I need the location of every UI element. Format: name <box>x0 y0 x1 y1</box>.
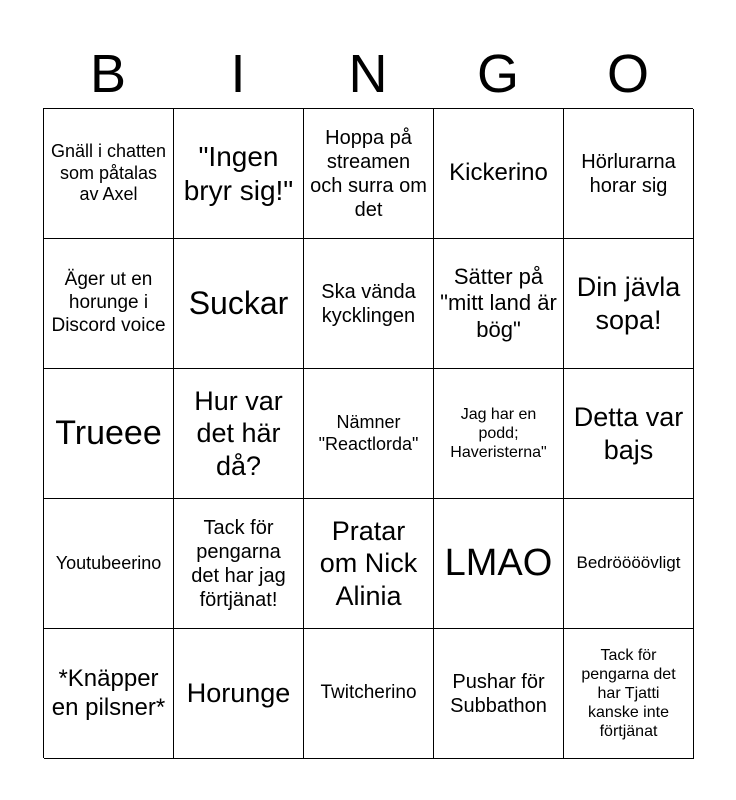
bingo-cell-r4-c2[interactable] <box>174 499 304 629</box>
cell-text: Youtubeerino <box>55 552 162 573</box>
cell-text: Hoppa på streamen och surra om det <box>310 126 427 221</box>
bingo-cell-r4-c1[interactable] <box>44 499 174 629</box>
cell-text: Din jävla sopa! <box>576 272 681 335</box>
cell-text: *Knäpper en pilsner* <box>51 664 166 721</box>
cell-text: "Ingen bryr sig!" <box>183 140 294 206</box>
cell-text: Pushar för Subbathon <box>450 670 547 717</box>
cell-text: Tack för pengarna det har jag förtjänat! <box>191 516 286 611</box>
bingo-cell-r2-c1[interactable] <box>44 239 174 369</box>
cell-text: Gnäll i chatten som påtalas av Axel <box>50 141 167 205</box>
bingo-cell-r4-c4[interactable] <box>434 499 564 629</box>
cell-text: Jag har en podd; Haveristerna" <box>450 405 547 462</box>
cell-text: Pratar om Nick Alinia <box>319 515 418 611</box>
bingo-cell-r3-c1[interactable] <box>44 369 174 499</box>
bingo-cell-r1-c1[interactable] <box>44 109 174 239</box>
cell-text: Ska vända kycklingen <box>321 280 416 327</box>
header-letter-o: O <box>606 44 649 104</box>
cell-text: Trueee <box>55 414 162 453</box>
bingo-cell-r1-c2[interactable] <box>174 109 304 239</box>
cell-text: Horunge <box>186 678 291 709</box>
bingo-cell-r5-c3[interactable] <box>304 629 434 759</box>
cell-text: Sätter på "mitt land är bög" <box>440 263 557 342</box>
header-letter-i: I <box>230 44 246 104</box>
header-letter-g: G <box>476 44 519 104</box>
bingo-cell-r5-c4[interactable] <box>434 629 564 759</box>
bingo-cell-r2-c3[interactable] <box>304 239 434 369</box>
header-letter-n: N <box>348 44 388 104</box>
cell-text: Tack för pengarna det har Tjatti kanske inte förtjänat <box>581 646 676 741</box>
bingo-cell-r3-c4[interactable] <box>434 369 564 499</box>
cell-text: Hur var det här då? <box>194 385 283 481</box>
bingo-cell-r3-c2[interactable] <box>174 369 304 499</box>
bingo-cell-r5-c2[interactable] <box>174 629 304 759</box>
cell-text: Bedröööövligt <box>576 553 681 573</box>
bingo-cell-r4-c5[interactable] <box>564 499 694 629</box>
bingo-cell-r2-c2[interactable] <box>174 239 304 369</box>
bingo-cell-r5-c5[interactable] <box>564 629 694 759</box>
cell-text: Suckar <box>188 285 289 322</box>
bingo-cell-r2-c5[interactable] <box>564 239 694 369</box>
bingo-cell-r3-c5[interactable] <box>564 369 694 499</box>
bingo-cell-r1-c5[interactable] <box>564 109 694 239</box>
cell-text: Twitcherino <box>320 682 417 704</box>
cell-text: Äger ut en horunge i Discord voice <box>51 269 166 336</box>
bingo-cell-r1-c4[interactable] <box>434 109 564 239</box>
header-letter-b: B <box>89 44 127 104</box>
bingo-cell-r3-c3[interactable] <box>304 369 434 499</box>
cell-text: Hörlurarna horar sig <box>581 150 676 197</box>
bingo-board <box>43 108 693 758</box>
cell-text: Kickerino <box>449 159 548 187</box>
bingo-cell-r2-c4[interactable] <box>434 239 564 369</box>
bingo-cell-r1-c3[interactable] <box>304 109 434 239</box>
bingo-cell-r4-c3[interactable] <box>304 499 434 629</box>
cell-text: Detta var bajs <box>573 402 684 465</box>
bingo-header <box>43 40 693 108</box>
cell-text: Nämner "Reactlorda" <box>318 411 419 454</box>
cell-text: LMAO <box>444 541 553 584</box>
bingo-cell-r5-c1[interactable] <box>44 629 174 759</box>
